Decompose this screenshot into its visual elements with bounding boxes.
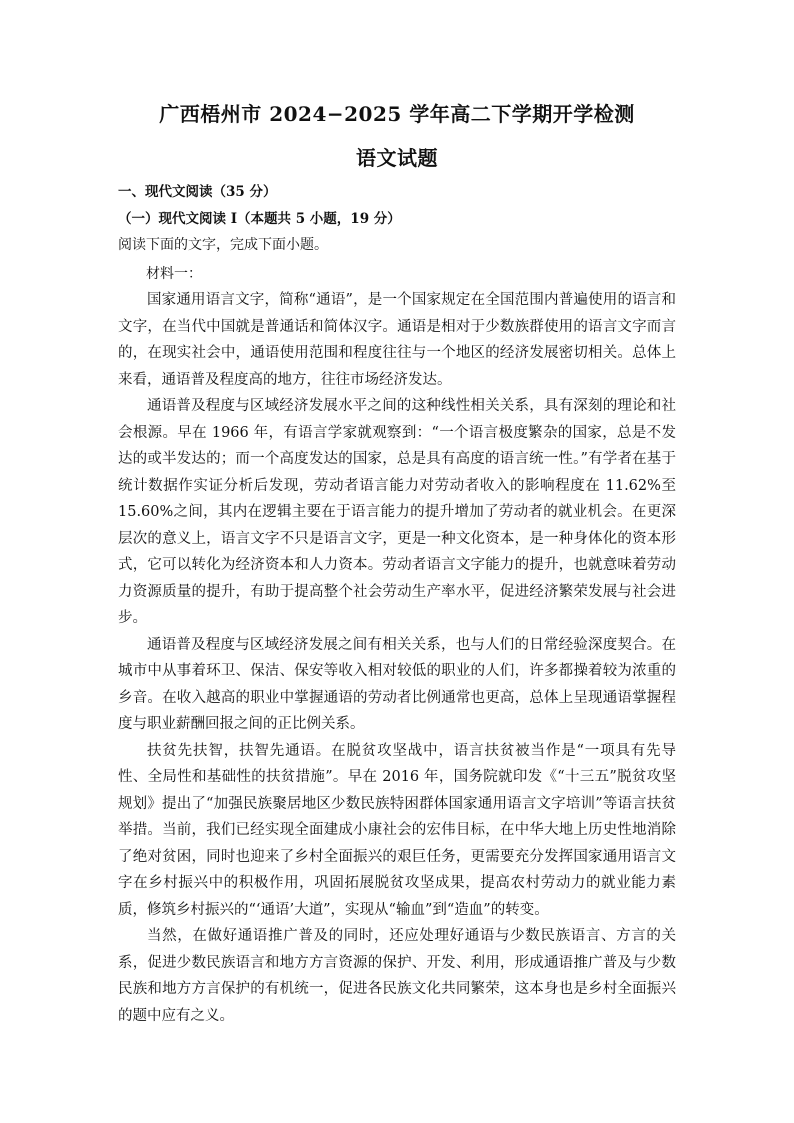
document-title: 广西梧州市 2024−2025 学年高二下学期开学检测 [159,102,635,126]
passage-paragraph: 扶贫先扶智，扶智先通语。在脱贫攻坚战中，语言扶贫被当作是“一项具有先导性、全局性和基础性的扶贫措施”。早在 2016 年，国务院就印发《“十三五”脱贫攻坚规划》提出了“加强民族聚居地区少数民族特困群体国家通用语言文字培训”等语言扶贫举措。当前，我们已经实现全面建成小康社会的宏伟目标，在中华大地上历史性地消除了绝对贫困，同时也迎来了乡村全面振兴的艰巨任务，更需要充分发挥国家通用语言文字在乡村振兴中的积极作用，巩固拓展脱贫攻坚成果，提高农村劳动力的就业能力素质，修筑乡村振兴的“‘通语’大道”，实现从“输血”到“造血”的转变。 [118,742,676,918]
material-label: 材料一： [146,266,202,282]
reading-instruction: 阅读下面的文字，完成下面小题。 [118,237,328,253]
passage-paragraph: 通语普及程度与区域经济发展水平之间的这种线性相关关系，具有深刻的理论和社会根源。早在 1966 年，有语言学家就观察到：“一个语言极度繁杂的国家，总是不发达的或半发达的；而一个高度发达的国家，总是具有高度的语言统一性。”有学者在基于统计数据作实证分析后发现，劳动者语言能力对劳动者收入的影响程度在 11.62%至 15.60%之间，其内在逻辑主要在于语言能力的提升增加了劳动者的就业机会。在更深层次的意义上，语言文字不只是语言文字，更是一种文化资本，是一种身体化的资本形式，它可以转化为经济资本和人力资本。劳动者语言文字能力的提升，也就意味着劳动力资源质量的提升，有助于提高整个社会劳动生产率水平，促进经济繁荣发展与社会进步。 [118,398,676,626]
section-heading: 一、现代文阅读（35 分） [118,184,277,200]
document-subtitle: 语文试题 [356,146,438,170]
subsection-heading: （一）现代文阅读 I（本题共 5 小题，19 分） [118,211,401,227]
passage-paragraph: 通语普及程度与区域经济发展之间有相关关系，也与人们的日常经验深度契合。在城市中从事着环卫、保洁、保安等收入相对较低的职业的人们，许多都操着较为浓重的乡音。在收入越高的职业中掌握通语的劳动者比例通常也更高，总体上呈现通语掌握程度与职业薪酬回报之间的正比例关系。 [118,636,676,732]
passage-paragraph: 国家通用语言文字，简称“通语”，是一个国家规定在全国范围内普遍使用的语言和文字，在当代中国就是普通话和简体汉字。通语是相对于少数族群使用的语言文字而言的，在现实社会中，通语使用范围和程度往往与一个地区的经济发展密切相关。总体上来看，通语普及程度高的地方，往往市场经济发达。 [118,292,676,388]
passage-body [118,287,676,1029]
passage-paragraph: 当然，在做好通语推广普及的同时，还应处理好通语与少数民族语言、方言的关系，促进少数民族语言和地方方言资源的保护、开发、利用，形成通语推广普及与少数民族和地方方言保护的有机统一，促进各民族文化共同繁荣，这本身也是乡村全面振兴的题中应有之义。 [118,928,676,1024]
